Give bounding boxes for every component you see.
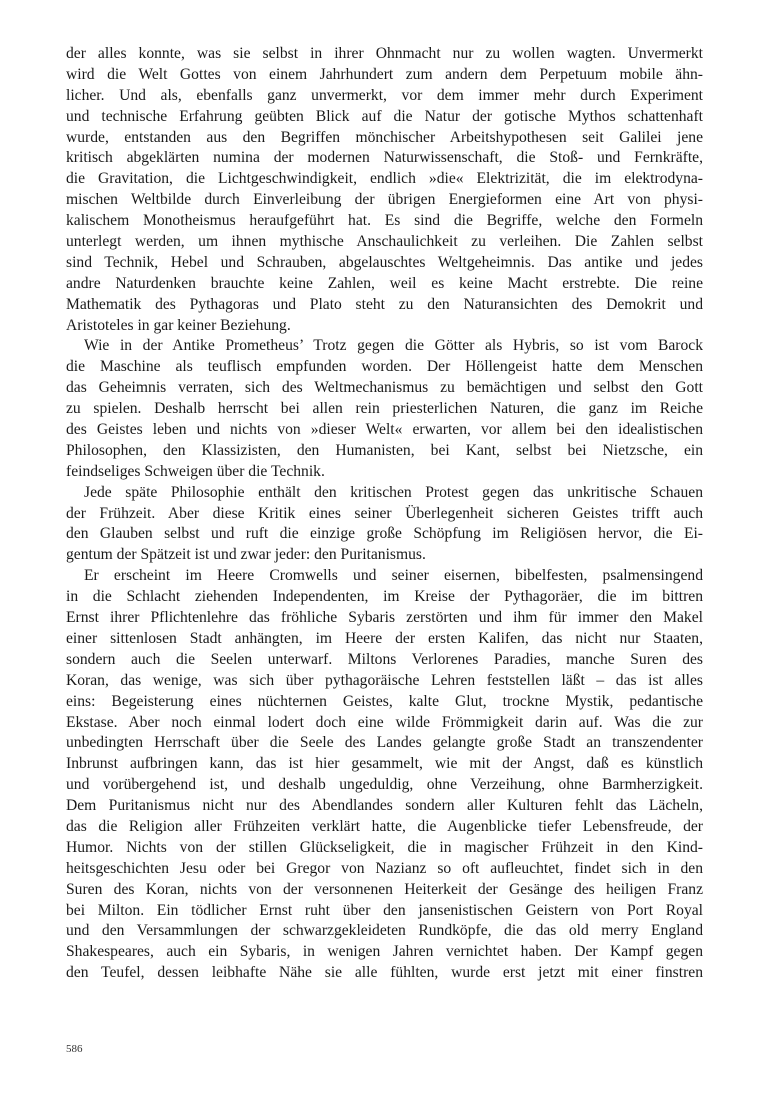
text-line: Mathematik des Pythagoras und Plato steht zu den Naturansichten des Demokrit und — [66, 295, 703, 313]
text-line: Philosophen, den Klassizisten, den Humanisten, bei Kant, selbst bei Nietzsche, ein — [66, 441, 703, 459]
body-text — [66, 44, 703, 984]
text-line: licher. Und als, ebenfalls ganz unvermerkt, vor dem immer mehr durch Experiment — [66, 86, 703, 104]
text-line: den Glauben selbst und ruft die einzige große Schöpfung im Religiösen hervor, die Ei- — [66, 525, 703, 543]
text-line: die Gravitation, die Lichtgeschwindigkeit, endlich »die« Elektrizität, die im elektrodyna- — [66, 170, 703, 188]
text-line: Aristoteles in gar keiner Beziehung. — [66, 316, 291, 334]
text-line: wurde, entstanden aus den Begriffen mönchischer Arbeitshypothesen seit Galilei jene — [66, 128, 703, 146]
text-line: einer sittenlosen Stadt anhängten, im Heere der ersten Kalifen, das nicht nur Staaten, — [66, 629, 703, 647]
text-line: der alles konnte, was sie selbst in ihrer Ohnmacht nur zu wollen wagten. Unvermerkt — [66, 45, 703, 62]
text-line: eins: Begeisterung eines nüchternen Geistes, kalte Glut, trockne Mystik, pedantische — [66, 692, 703, 710]
text-line: und technische Erfahrung geübten Blick auf die Natur der gotische Mythos schattenhaft — [66, 107, 703, 125]
text-line: Koran, das wenige, was sich über pythagoräische Lehren feststellen läßt – das ist alles — [66, 671, 703, 689]
text-line: und vorübergehend ist, und deshalb ungeduldig, ohne Verzeihung, ohne Barmherzigkeit. — [66, 776, 703, 794]
text-line: Humor. Nichts von der stillen Glückseligkeit, die in magischer Frühzeit in den Kind- — [66, 838, 703, 856]
text-line: mischen Weltbilde durch Einverleibung der übrigen Energieformen eine Art von physi- — [66, 191, 703, 209]
text-line: Ekstase. Aber noch einmal lodert doch eine wilde Frömmigkeit darin auf. Was die zur — [66, 713, 703, 731]
text-line: feindseliges Schweigen über die Technik. — [66, 462, 325, 480]
text-line: Suren des Koran, nichts von der versonnenen Heiterkeit der Gesänge des heiligen Franz — [66, 880, 703, 898]
text-line: des Geistes leben und nichts von »dieser Welt« erwarten, vor allem bei den idealistischen — [66, 421, 703, 439]
text-line: Er erscheint im Heere Cromwells und seiner eisernen, bibelfesten, psalmensingend — [84, 567, 703, 585]
text-line: Wie in der Antike Prometheus’ Trotz gegen die Götter als Hybris, so ist vom Barock — [84, 337, 703, 355]
text-line: wird die Welt Gottes von einem Jahrhundert zum andern dem Perpetuum mobile ähn- — [66, 65, 703, 83]
text-line: kalischem Monotheismus heraufgeführt hat. Es sind die Begriffe, welche den Formeln — [66, 212, 703, 230]
text-line: Dem Puritanismus nicht nur des Abendlandes sondern aller Kulturen fehlt das Lächeln, — [66, 797, 703, 815]
text-line: kritisch abgeklärten numina der modernen Naturwissenschaft, die Stoß- und Fernkräfte, — [66, 149, 703, 167]
text-line: Inbrunst aufbringen kann, das ist hier gesammelt, wie mit der Angst, daß es künstlich — [66, 755, 703, 773]
page-number: 586 — [66, 1043, 83, 1055]
text-line: Shakespeares, auch ein Sybaris, in wenigen Jahren vernichtet haben. Der Kampf gegen — [66, 943, 703, 961]
text-line: der Frühzeit. Aber diese Kritik eines seiner Überlegenheit sicheren Geistes trifft auch — [66, 504, 703, 522]
text-line: zu spielen. Deshalb herrscht bei allen rein priesterlichen Naturen, die ganz im Reiche — [66, 400, 703, 418]
text-line: in die Schlacht ziehenden Independenten, im Kreise der Pythagoräer, die im bittren — [66, 588, 703, 606]
text-line: die Maschine als teuflisch empfunden worden. Der Höllengeist hatte dem Menschen — [66, 358, 703, 376]
text-line: unbedingten Herrschaft über die Seele des Landes gelangte große Stadt an transzendenter — [66, 734, 703, 752]
text-line: heitsgeschichten Jesu oder bei Gregor von Nazianz so oft aufleuchtet, findet sich in den — [66, 859, 703, 877]
text-line: sondern auch die Seelen unterwarf. Miltons Verlorenes Paradies, manche Suren des — [66, 650, 703, 668]
text-line: andre Naturdenken brauchte keine Zahlen, weil es keine Macht erstrebte. Die reine — [66, 274, 703, 292]
text-line: das die Religion aller Frühzeiten verklärt hatte, die Augenblicke tiefer Lebensfreude, der — [66, 817, 703, 835]
text-line: und den Versammlungen der schwarzgekleideten Rundköpfe, die das old merry England — [66, 922, 703, 940]
text-line: gentum der Spätzeit ist und zwar jeder: den Puritanismus. — [66, 546, 426, 564]
text-line: unterlegt werden, um ihnen mythische Anschaulichkeit zu verleihen. Die Zahlen selbst — [66, 233, 703, 251]
text-line: bei Milton. Ein tödlicher Ernst ruht über den jansenistischen Geistern von Port Royal — [66, 901, 703, 919]
text-line: das Geheimnis verraten, sich des Weltmechanismus zu bemächtigen und selbst den Gott — [66, 379, 703, 397]
text-line: Jede späte Philosophie enthält den kritischen Protest gegen das unkritische Schauen — [84, 483, 703, 501]
text-line: den Teufel, dessen leibhafte Nähe sie alle fühlten, wurde erst jetzt mit einer finstren — [66, 964, 703, 982]
text-line: Ernst ihrer Pflichtenlehre das fröhliche Sybaris zerstörten und ihm für immer den Makel — [66, 609, 703, 627]
text-line: sind Technik, Hebel und Schrauben, abgelauschtes Weltgeheimnis. Das antike und jedes — [66, 253, 703, 271]
